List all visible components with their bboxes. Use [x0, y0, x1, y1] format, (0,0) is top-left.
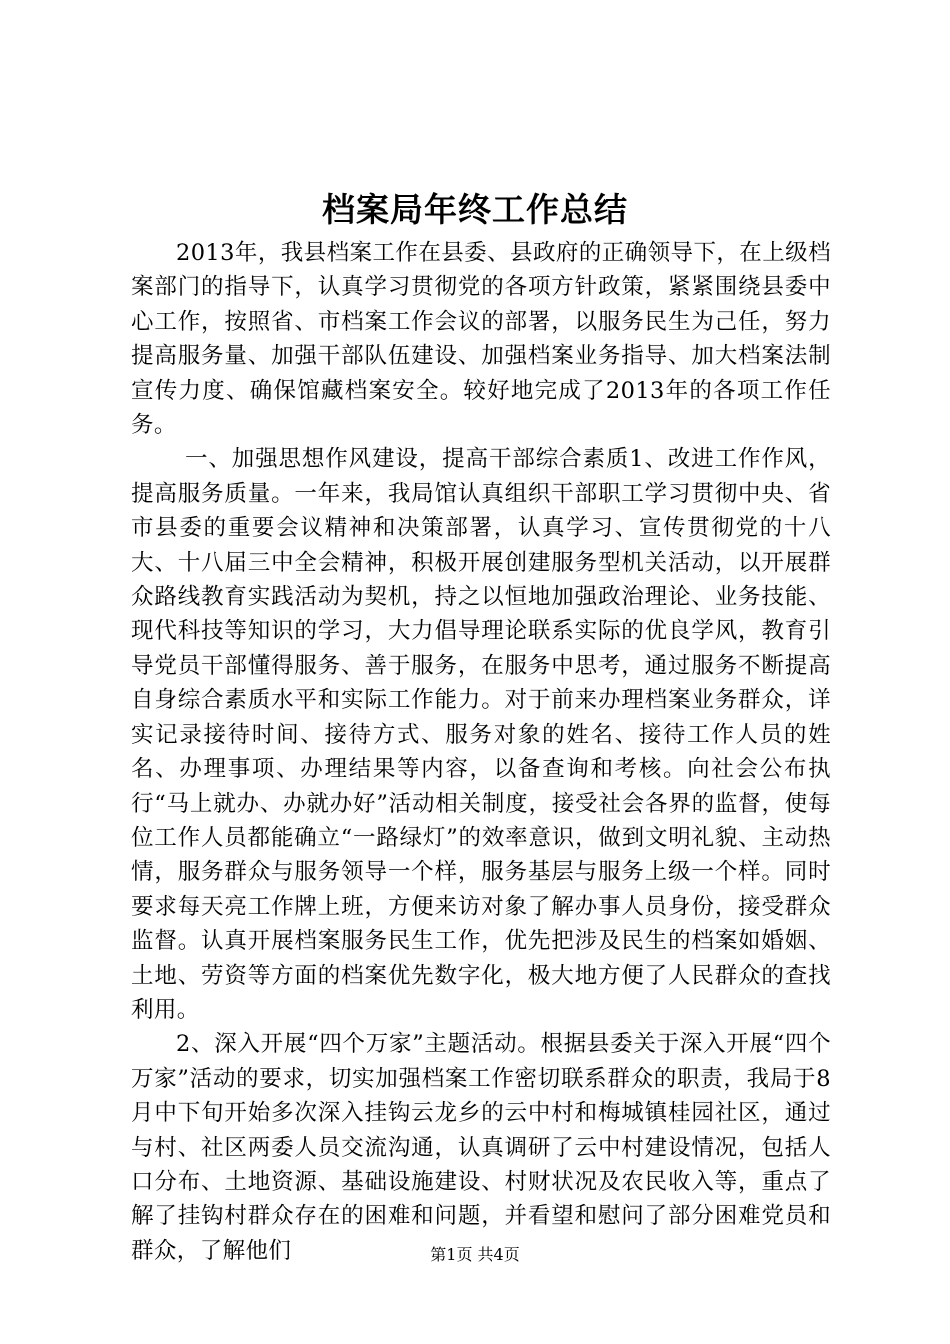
page-number-footer: 第1页 共4页: [430, 1245, 520, 1264]
paragraph-section-1: 一、加强思想作风建设，提高干部综合素质1、改进工作作风，提高服务质量。一年来，我局馆认真组织干部职工学习贯彻中央、省市县委的重要会议精神和决策部署，认真学习、宣传贯彻党的十八大、十八届三中全会精神，积极开展创建服务型机关活动，以开展群众路线教育实践活动为契机，持之以恒地加强政治理论、业务技能、现代科技等知识的学习，大力倡导理论联系实际的优良学风，教育引导党员干部懂得服务、善于服务，在服务中思考，通过服务不断提高自身综合素质水平和实际工作能力。对于前来办理档案业务群众，详实记录接待时间、接待方式、服务对象的姓名、接待工作人员的姓名、办理事项、办理结果等内容，以备查询和考核。向社会公布执行“马上就办、办就办好”活动相关制度，接受社会各界的监督，使每位工作人员都能确立“一路绿灯”的效率意识，做到文明礼貌、主动热情，服务群众与服务领导一个样，服务基层与服务上级一个样。同时要求每天亮工作牌上班，方便来访对象了解办事人员身份，接受群众监督。认真开展档案服务民生工作，优先把涉及民生的档案如婚姻、土地、劳资等方面的档案优先数字化，极大地方便了人民群众的查找利用。: [131, 446, 831, 1023]
paragraph-intro: 2013年，我县档案工作在县委、县政府的正确领导下，在上级档案部门的指导下，认真学习贯彻党的各项方针政策，紧紧围绕县委中心工作，按照省、市档案工作会议的部署，以服务民生为己任，努力提高服务量、加强干部队伍建设、加强档案业务指导、加大档案法制宣传力度、确保馆藏档案安全。较好地完成了2013年的各项工作任务。: [131, 240, 831, 439]
paragraph-section-2: 2、深入开展“四个万家”主题活动。根据县委关于深入开展“四个万家”活动的要求，切实加强档案工作密切联系群众的职责，我局于8月中下旬开始多次深入挂钩云龙乡的云中村和梅城镇桂园社区，通过与村、社区两委人员交流沟通，认真调研了云中村建设情况，包括人口分布、土地资源、基础设施建设、村财状况及农民收入等，重点了解了挂钩村群众存在的困难和问题，并看望和慰问了部分困难党员和群众，了解他们: [131, 1031, 831, 1264]
document-title: 档案局年终工作总结: [322, 190, 628, 229]
document-body: [131, 236, 831, 1268]
